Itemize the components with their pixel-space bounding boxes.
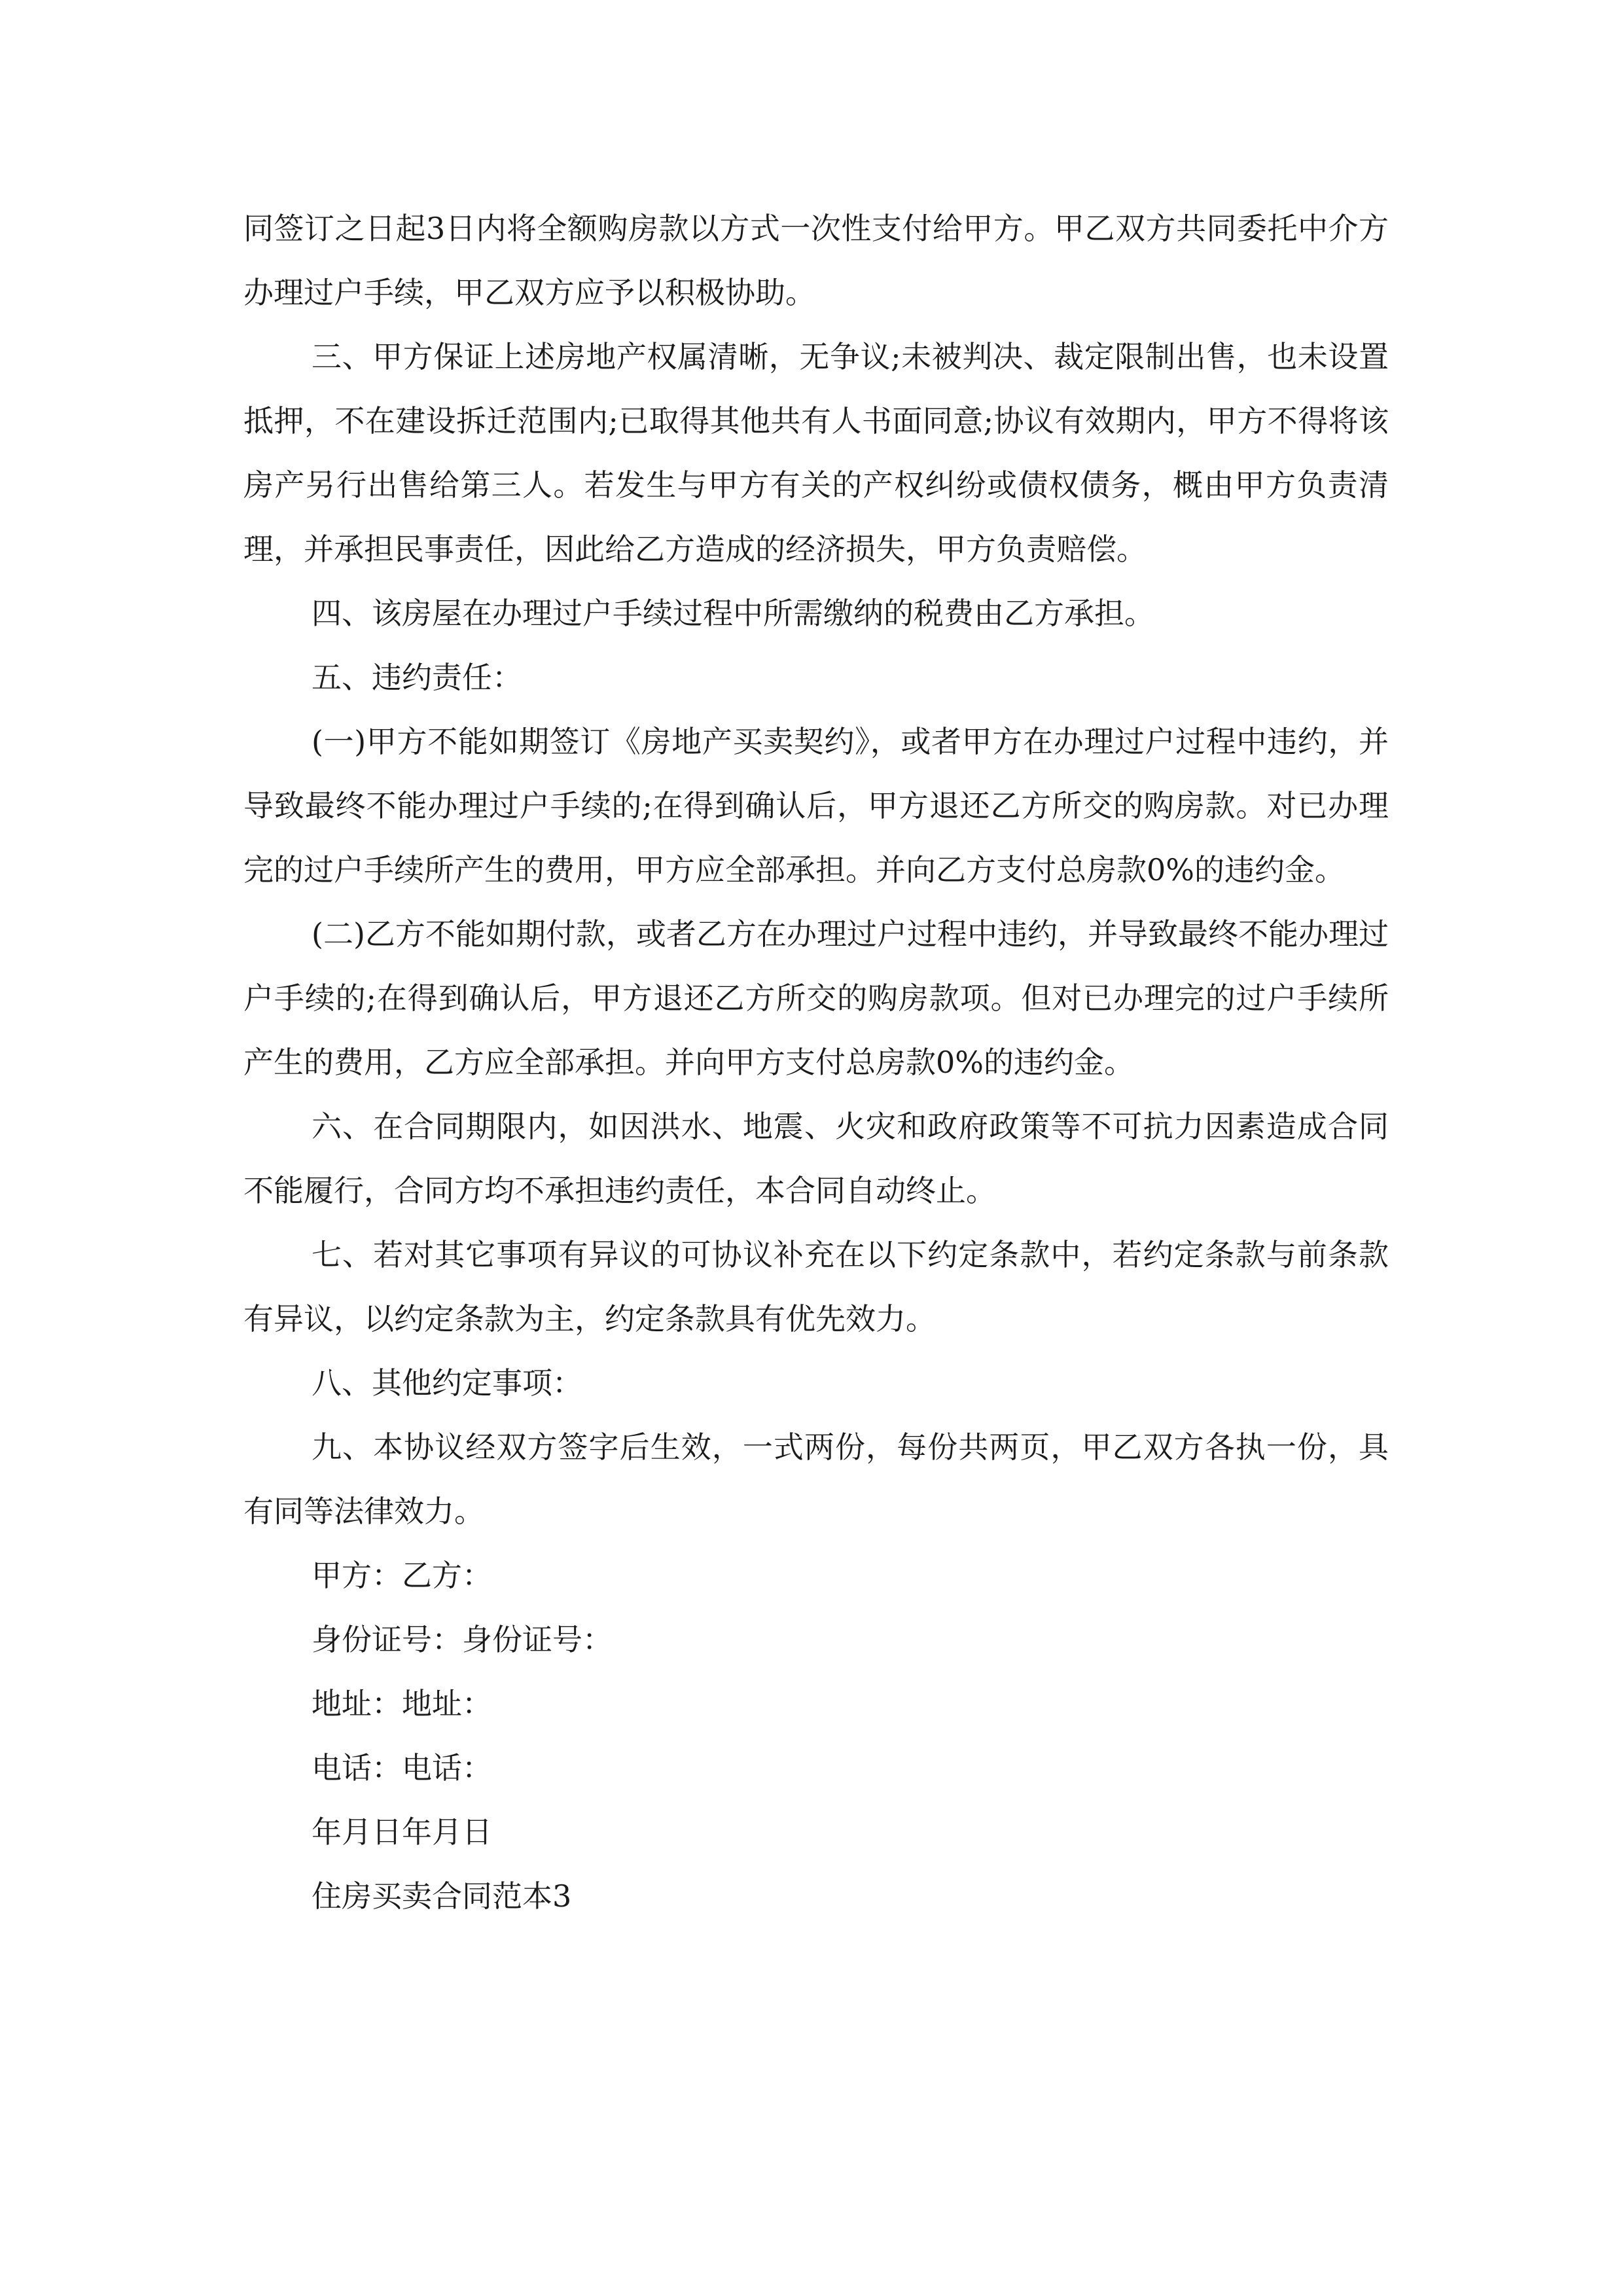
- clause-5-heading: 五、违约责任：: [312, 660, 522, 695]
- clause-3-title-guarantee: 三、甲方保证上述房地产权属清晰，无争议;未被判决、裁定限制出售，也未设置抵押，不在建设拆迁范围内;已取得其他共有人书面同意;协议有效期内，甲方不得将该房产另行出售给第三人。若发生与甲方有关的产权纠纷或债权债务，概由甲方负责清理，并承担民事责任，因此给乙方造成的经济损失，甲方负责赔偿。: [243, 339, 1389, 567]
- clause-7-supplementary: 七、若对其它事项有异议的可协议补充在以下约定条款中，若约定条款与前条款有异议，以约定条款为主，约定条款具有优先效力。: [243, 1237, 1389, 1336]
- clause-8-other-terms: 八、其他约定事项：: [312, 1365, 582, 1401]
- clause-5-1-seller-breach: (一)甲方不能如期签订《房地产买卖契约》，或者甲方在办理过户过程中违约，并导致最终不能办理过户手续的;在得到确认后，甲方退还乙方所交的购房款。对已办理完的过户手续所产生的费用，甲方应全部承担。并向乙方支付总房款0%的违约金。: [243, 724, 1389, 888]
- signature-addresses: 地址：地址：: [312, 1686, 492, 1721]
- signature-dates: 年月日年月日: [312, 1814, 492, 1850]
- document-page: [243, 196, 1389, 1928]
- paragraph-payment-continuation: 同签订之日起3日内将全额购房款以方式一次性支付给甲方。甲乙双方共同委托中介方办理过户手续，甲乙双方应予以积极协助。: [243, 211, 1389, 310]
- clause-6-force-majeure: 六、在合同期限内，如因洪水、地震、火灾和政府政策等不可抗力因素造成合同不能履行，合同方均不承担违约责任，本合同自动终止。: [243, 1109, 1389, 1208]
- clause-9-effectiveness: 九、本协议经双方签字后生效，一式两份，每份共两页，甲乙双方各执一份，具有同等法律效力。: [243, 1429, 1389, 1529]
- clause-4-taxes: 四、该房屋在办理过户手续过程中所需缴纳的税费由乙方承担。: [312, 596, 1154, 631]
- clause-5-2-buyer-breach: (二)乙方不能如期付款，或者乙方在办理过户过程中违约，并导致最终不能办理过户手续的;在得到确认后，甲方退还乙方所交的购房款项。但对已办理完的过户手续所产生的费用，乙方应全部承担。并向甲方支付总房款0%的违约金。: [243, 916, 1389, 1080]
- next-section-title: 住房买卖合同范本3: [312, 1878, 572, 1914]
- signature-phones: 电话：电话：: [312, 1750, 492, 1785]
- signature-parties: 甲方：乙方：: [312, 1558, 492, 1593]
- signature-id-numbers: 身份证号：身份证号：: [312, 1622, 613, 1657]
